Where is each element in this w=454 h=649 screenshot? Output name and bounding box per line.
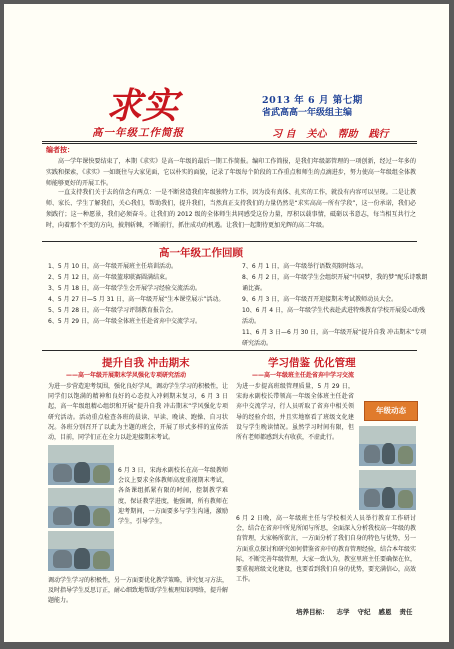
motto-item: 关心 (306, 129, 327, 140)
goal-item: 感恩 (378, 608, 392, 616)
article-left-text: 6 月 3 日，宋海永副校长在高一年级教师会议上要求全体教师高度重视期末考试，各备课组抓紧有限的时间，控制教学难度，保证教学进度，他强调，所有教师在迎考期间，一方面要多与学生沟通，激励学生，引导学生， (118, 467, 228, 526)
editor-note-label: 编者按： (46, 146, 74, 154)
footer-label: 培养目标： (296, 608, 329, 616)
training-goals (296, 607, 413, 616)
review-item: 2、5 月 12 日，高一年级篮球联赛圆满结束。 (48, 274, 171, 281)
review-item: 10、6 月 4 日，高一年级学生代表赴武进特殊教育学校开展爱心助残活动。 (242, 307, 425, 325)
article-left-text: 为进一步营造迎考氛围，强化良好学风，调动学生学习的积极性，让同学们以饱满的精神和良好的心态投入冲刺期末复习，6 月 3 日起，高一年级组精心组织和开展“提升自我 冲击期末”学风强化专项研究活动。活动重点检查各班的晨读、早读、晚读、跑操、自习状况。各班分别召开了以此为主题的班会，开展了形式多样的宣传活动，目前，同学们正在全力以赴迎接期末考试。 (48, 383, 229, 442)
goal-item: 守纪 (357, 608, 371, 616)
divider (42, 141, 417, 142)
newsletter-page (4, 4, 449, 642)
review-item: 11、6 月 3 日—6 月 30 日，高一年级开展“提升自我 冲击期末”专项研究活动。 (242, 329, 427, 347)
editor-credit: 省武高高一年级组主编 (262, 108, 353, 118)
review-item: 3、5 月 18 日，高一年级学生会开展学习经验交流活动。 (48, 285, 201, 292)
editor-note-paragraph: 高一学年课快要结束了，本期《求实》是高一年级的最后一期工作简报。编印工作简报，是我们年级部管理的一项创新，经过一年多的实践和探索，《求实》一如既往与大家见面，它以朴实的面貌，记录了年级每个阶段的工作重点和师生的点滴进步，努力使高一年级组全体教师能够更好的开展工作。 (46, 158, 416, 187)
divider (42, 350, 417, 351)
logo-text: 求实 (106, 85, 179, 126)
motto-item: 践行 (368, 129, 389, 140)
review-item: 4、5 月 27 日—5 月 31 日，高一年级开展“生本课堂展示”活动。 (48, 296, 225, 303)
review-item: 5、5 月 28 日，高一年级学习评制教育报告会。 (48, 307, 177, 314)
masthead-logo (102, 80, 214, 126)
article-right-text: 6 月 2 日晚，高一年级班主任与学校相关人员举行教育工作研讨会，结合在省弃中所见所闻与所思，全面深入分析我校高一年级的教育管理，大家畅所欲言，一方面分析了我们自身的特色与优势，另一方面重点探讨和研究如何借鉴省弃中的教育管理经验，结合本年级实际，不断完善年级管理，大家一致认为，教室里班主任要确保在位，要重视班级文化建设，也要看到我们自身的优势，要充满信心，高效工作。 (236, 515, 417, 584)
review-title: 高一年级工作回顾 (159, 247, 243, 259)
issue-line: 2013 年 6 月 第七期 (262, 95, 363, 106)
goal-item: 责任 (399, 608, 413, 616)
review-item: 1、5 月 10 日，高一年级开展班主任培训活动。 (48, 263, 177, 270)
article-right-title: 学习借鉴 优化管理 (268, 357, 356, 369)
motto-item: 帮助 (337, 129, 358, 140)
publication-name: 高一年级工作简报 (92, 127, 184, 139)
photo (359, 470, 416, 510)
editor-note-paragraph: 一直支持我们关于去的信念有两点：一是不断营造我们年级独特力工作，因为没有真体、扎实的工作，就没有内容可以呈现。二是让教师、家长、学生了解我们，关心我们，帮助我们，提升我们，当然真正支持我们的力量仍然是“求实高高一所有学段”，这一份承诺，我们必须践行；这一种愿景，我们必须奋斗。让我们的 2012 级的全体师生共同感受这份力量，厚积以载事情，砥砺以书意志，每当相互共行之时，向着那个不变的方向，披荆斩棘，不断前行，抓住成功的机遇。让我们一起期待更加光辉的高二年级。 (46, 189, 416, 229)
divider (42, 241, 417, 242)
section-badge: 年级动态 (364, 401, 418, 421)
review-item: 9、6 月 3 日，高一年级召开迎接期末考试教师动员大会。 (242, 296, 398, 303)
review-item: 7、6 月 1 日，高一年级举行语数英限时练习。 (242, 263, 368, 270)
goal-item: 志学 (336, 608, 350, 616)
review-list-left (48, 261, 234, 327)
article-left-subtitle: ——高一年级开展期末学风强化专项研究活动 (66, 372, 187, 379)
article-left-text: 调动学生学习的积极性，另一方面要优化教学策略，讲究复习方法，及时指导学生反思订正，耐心细致地帮助学生梳理知识网络，提升解题能力。 (48, 577, 229, 605)
review-item: 6、5 月 29 日，高一年级全体班主任赴省弃中交流学习。 (48, 318, 201, 325)
photo (359, 426, 416, 466)
article-right-text: 为进一步提高班级管理质量，5 月 29 日，宋海永副校长带领高一年级全体班主任赴省弃中交流学习，行人员听取了省弃中相关领导的经验介绍，并且实地察看了班级文化建设与学生晚读情况。虽然学习时间有限，但所有老师都感到大有收获，不虚此行。 (236, 383, 354, 442)
article-left-title: 提升自我 冲击期末 (102, 357, 190, 369)
review-list-right (242, 261, 428, 349)
photo (48, 445, 114, 485)
divider (42, 143, 417, 144)
motto (272, 125, 399, 140)
motto-item: 习 自 (272, 129, 296, 140)
photo (48, 531, 114, 571)
review-item: 8、6 月 2 日，高一年级学生会组织开展“中国梦，我的梦”配乐诗歌朗诵比赛。 (242, 274, 428, 292)
article-right-subtitle: ——高一年级班主任赴省弃中学习交流 (252, 372, 355, 379)
photo (48, 488, 114, 528)
